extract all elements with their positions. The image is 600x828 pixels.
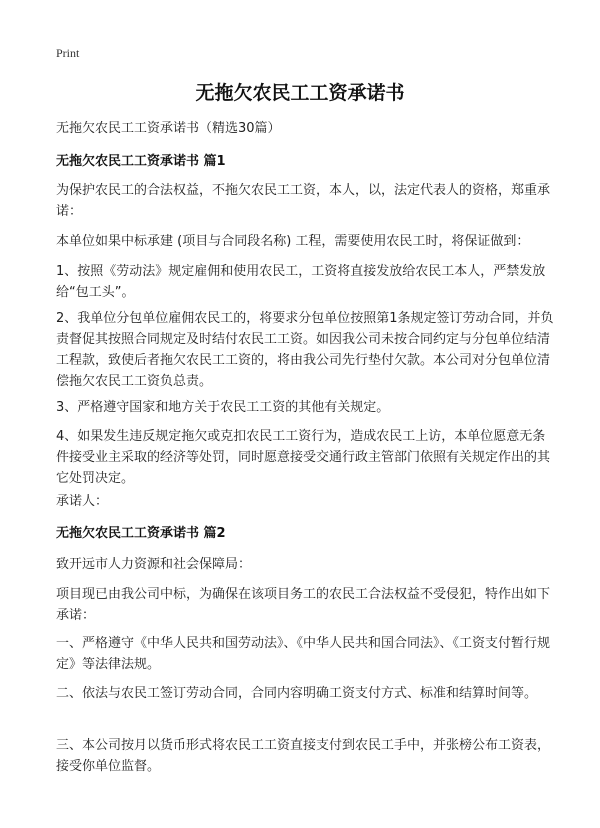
section-heading: 无拖欠农民工工资承诺书 篇2 — [56, 526, 226, 541]
page-title: 无拖欠农民工工资承诺书 — [195, 82, 405, 104]
section-heading: 无拖欠农民工工资承诺书 篇1 — [56, 154, 226, 169]
paragraph: 致开远市人力资源和社会保障局： — [56, 557, 252, 572]
signature-line: 承诺人： — [56, 494, 109, 509]
paragraph: 1、按照《劳动法》规定雇佣和使用农民工，工资将直接发放给农民工本人，严禁发放给“包工头”。 — [56, 264, 546, 300]
paragraph: 本单位如果中标承建 (项目与合同段名称) 工程，需要使用农民工时，将保证做到： — [56, 234, 530, 249]
paragraph: 二、依法与农民工签订劳动合同，合同内容明确工资支付方式、标准和结算时间等。 — [56, 686, 538, 701]
paragraph: 三、本公司按月以货币形式将农民工工资直接支付到农民工手中，并张榜公布工资表，接受你单位监督。 — [56, 738, 551, 774]
document-subtitle: 无拖欠农民工工资承诺书（精选30篇） — [56, 121, 281, 136]
paragraph: 一、严格遵守《中华人民共和国劳动法》、《中华人民共和国合同法》、《工资支付暂行规定》等法律法规。 — [56, 636, 551, 672]
paragraph: 项目现已由我公司中标，为确保在该项目务工的农民工合法权益不受侵犯，特作出如下承诺： — [56, 587, 551, 623]
print-link[interactable]: Print — [56, 46, 80, 60]
paragraph: 2、我单位分包单位雇佣农民工的，将要求分包单位按照第1条规定签订劳动合同，并负责督促其按照合同规定及时结付农民工工资。如因我公司未按合同约定与分包单位结清工程款，致使后者拖欠农民工工资的，将由我公司先行垫付欠款。本公司对分包单位清偿拖欠农民工工资负总责。 — [56, 311, 554, 389]
paragraph: 为保护农民工的合法权益，不拖欠农民工工资，本人，以，法定代表人的资格，郑重承诺： — [56, 183, 551, 219]
paragraph: 3、严格遵守国家和地方关于农民工工资的其他有关规定。 — [56, 400, 390, 415]
paragraph: 4、如果发生违反规定拖欠或克扣农民工工资行为，造成农民工上访，本单位愿意无条件接受业主采取的经济等处罚，同时愿意接受交通行政主管部门依照有关规定作出的其它处罚决定。 — [56, 429, 551, 486]
